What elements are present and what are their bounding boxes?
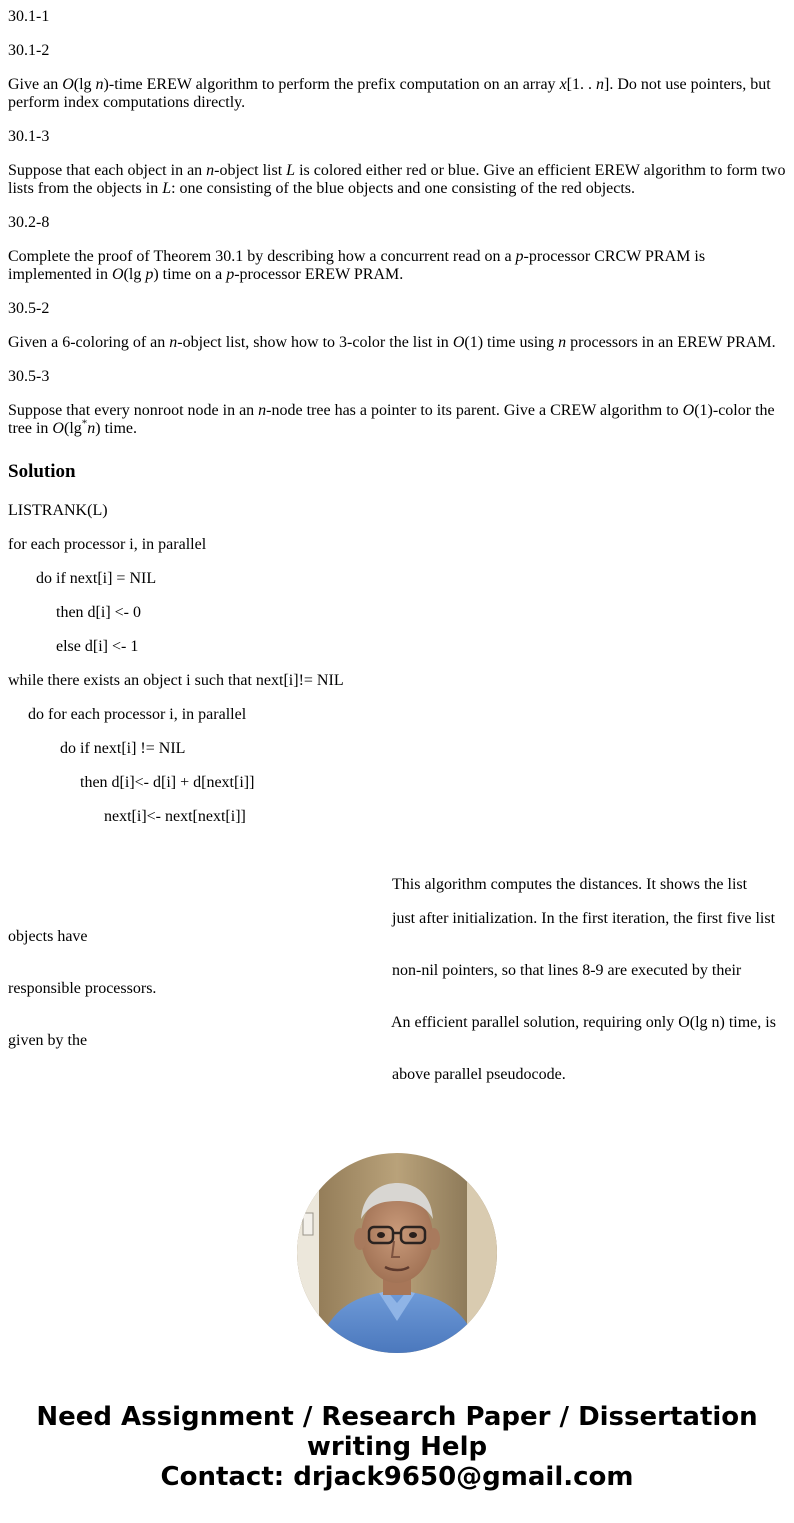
question-text-30-5-3: Suppose that every nonroot node in an n-node tree has a pointer to its parent. Give a CREW algorithm to O(1)-color the tree in O(lg*n) time. <box>8 402 775 437</box>
contact-banner <box>0 1402 794 1492</box>
question-text-30-5-2: Given a 6-coloring of an n-object list, show how to 3-color the list in O(1) time using n processors in an EREW PRAM. <box>8 334 776 351</box>
code-line-3: do if next[i] = NIL <box>36 570 157 587</box>
code-line-7: do for each processor i, in parallel <box>28 706 247 723</box>
code-line-4: then d[i] <- 0 <box>56 604 141 621</box>
question-label-30-2-8: 30.2-8 <box>8 214 50 231</box>
question-text-30-2-8: Complete the proof of Theorem 30.1 by describing how a concurrent read on a p-processor CRCW PRAM is implemented in O(lg p) time on a p-processor EREW PRAM. <box>8 248 706 283</box>
note-line-3-left: responsible processors. <box>8 980 157 997</box>
solution-heading: Solution <box>8 461 76 482</box>
question-label-30-1-2: 30.1-2 <box>8 42 50 59</box>
question-label-30-1-1: 30.1-1 <box>8 8 50 25</box>
note-line-2-left: objects have <box>8 928 88 945</box>
question-text-30-1-3: Suppose that each object in an n-object list L is colored either red or blue. Give an efficient EREW algorithm to form two lists from the objects in L: one consisting of the blue objects and one consisting of the red objects. <box>8 162 786 197</box>
question-label-30-5-2: 30.5-2 <box>8 300 50 317</box>
author-avatar <box>297 1153 497 1353</box>
code-line-2: for each processor i, in parallel <box>8 536 207 553</box>
note-line-3-right: non-nil pointers, so that lines 8-9 are executed by their <box>392 962 742 979</box>
note-line-1: This algorithm computes the distances. It shows the list <box>392 876 748 893</box>
code-line-8: do if next[i] != NIL <box>60 740 186 757</box>
question-text-30-1-2: Give an O(lg n)-time EREW algorithm to perform the prefix computation on an array x[1. . n]. Do not use pointers, but perform index computations directly. <box>8 76 771 111</box>
banner-line-2: writing Help <box>306 1432 488 1462</box>
note-line-4-left: given by the <box>8 1032 88 1049</box>
author-portrait-image <box>297 1153 497 1353</box>
note-line-5: above parallel pseudocode. <box>392 1066 566 1083</box>
question-label-30-5-3: 30.5-3 <box>8 368 50 385</box>
code-line-1: LISTRANK(L) <box>8 502 108 519</box>
code-line-6: while there exists an object i such that next[i]!= NIL <box>8 672 344 689</box>
question-label-30-1-3: 30.1-3 <box>8 128 50 145</box>
banner-line-1: Need Assignment / Research Paper / Dissertation <box>36 1402 758 1432</box>
code-line-10: next[i]<- next[next[i]] <box>104 808 246 825</box>
banner-contact-line: Contact: drjack9650@gmail.com <box>160 1462 634 1492</box>
code-line-9: then d[i]<- d[i] + d[next[i]] <box>80 774 255 791</box>
note-line-4-right: An efficient parallel solution, requiring only O(lg n) time, is <box>391 1014 776 1031</box>
code-line-5: else d[i] <- 1 <box>56 638 139 655</box>
note-line-2-right: just after initialization. In the first iteration, the first five list <box>392 910 776 927</box>
